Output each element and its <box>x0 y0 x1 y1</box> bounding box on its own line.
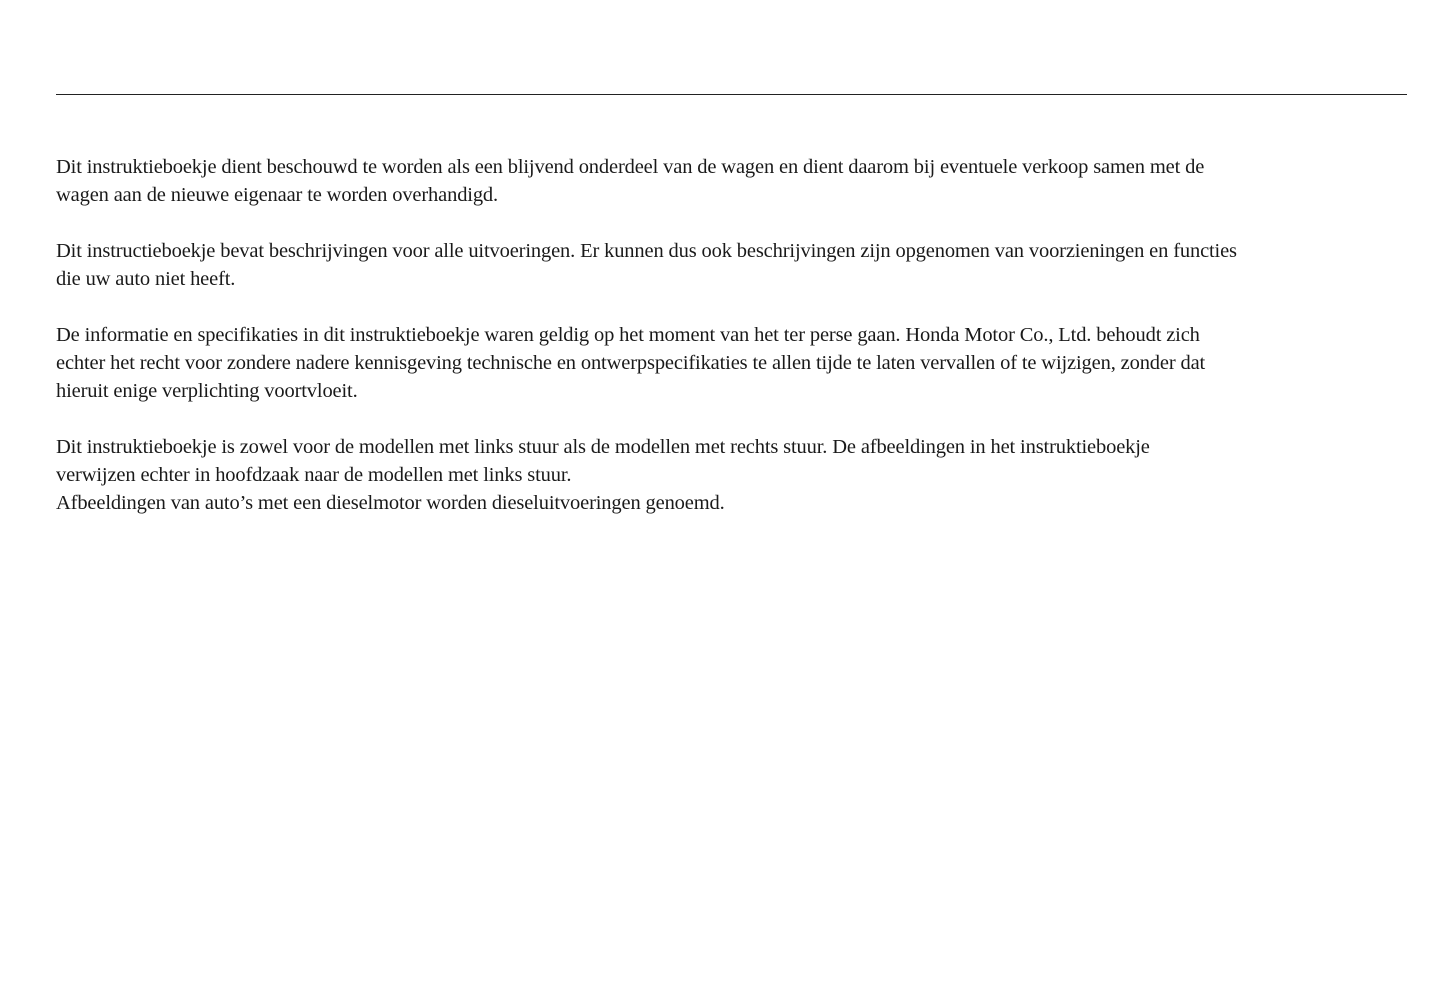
text-line: die uw auto niet heeft. <box>56 268 236 290</box>
text-line: Dit instructieboekje bevat beschrijvingen voor alle uitvoeringen. Er kunnen dus ook beschrijvingen zijn opgenomen van voorzieningen en functies <box>56 240 1237 262</box>
text-line: echter het recht voor zondere nadere kennisgeving technische en ontwerpspecifikaties te allen tijde te laten vervallen of te wijzigen, zonder dat <box>56 352 1206 374</box>
text-line: hieruit enige verplichting voortvloeit. <box>56 380 358 402</box>
top-rule <box>56 94 1407 95</box>
text-line: Afbeeldingen van auto’s met een dieselmotor worden dieseluitvoeringen genoemd. <box>56 492 725 514</box>
text-line: Dit instruktieboekje dient beschouwd te worden als een blijvend onderdeel van de wagen en dient daarom bij eventuele verkoop samen met de <box>56 156 1205 178</box>
document-body <box>56 153 1426 545</box>
text-line: wagen aan de nieuwe eigenaar te worden overhandigd. <box>56 184 499 206</box>
text-line: Dit instruktieboekje is zowel voor de modellen met links stuur als de modellen met rechts stuur. De afbeeldingen in het instruktieboekje <box>56 436 1150 458</box>
paragraph-versions <box>56 237 1426 293</box>
text-line: De informatie en specifikaties in dit instruktieboekje waren geldig op het moment van het ter perse gaan. Honda Motor Co., Ltd. behoudt zich <box>56 324 1200 346</box>
paragraph-specifications <box>56 321 1426 405</box>
text-line: verwijzen echter in hoofdzaak naar de modellen met links stuur. <box>56 464 572 486</box>
paragraph-ownership <box>56 153 1426 209</box>
paragraph-steering <box>56 433 1426 517</box>
